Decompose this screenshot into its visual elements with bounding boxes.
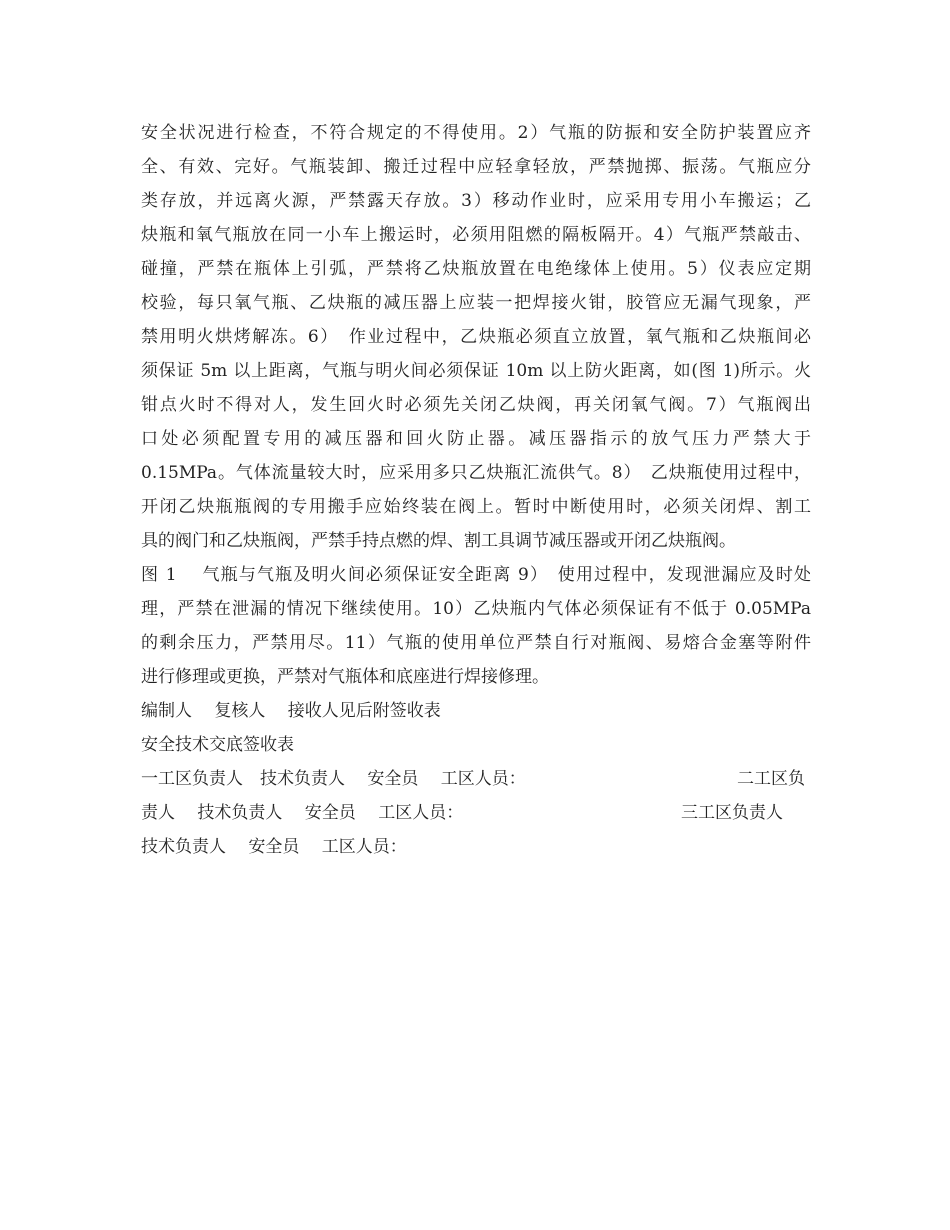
signoff-row [141, 830, 811, 864]
signoff-table-title: 安全技术交底签收表 [141, 735, 294, 755]
paragraph-line: 炔瓶和氧气瓶放在同一小车上搬运时，必须用阻燃的隔板隔开。4）气瓶严禁敲击、 [141, 225, 811, 245]
paragraph-line: 禁用明火烘烤解冻。6） 作业过程中，乙炔瓶必须直立放置，氧气瓶和乙炔瓶间必 [141, 327, 811, 347]
paragraph-line: 须保证 5m 以上距离，气瓶与明火间必须保证 10m 以上防火距离，如(图 1)所示。火 [141, 361, 811, 381]
signoff-row-right: 三工区负责人 [681, 803, 783, 823]
paragraph-line: 安全状况进行检查，不符合规定的不得使用。2）气瓶的防振和安全防护装置应齐 [141, 123, 811, 143]
paragraph-line: 类存放，并远离火源，严禁露天存放。3）移动作业时，应采用专用小车搬运；乙 [141, 191, 811, 211]
signoff-row-left: 技术负责人 安全员 工区人员： [141, 837, 407, 857]
signoff-row-right: 二工区负 [737, 769, 805, 789]
signoff-row [141, 762, 811, 796]
document-body [141, 116, 811, 864]
paragraph-line: 的剩余压力，严禁用尽。11）气瓶的使用单位严禁自行对瓶阀、易熔合金塞等附件 [141, 633, 811, 653]
paragraph-line: 校验，每只氧气瓶、乙炔瓶的减压器上应装一把焊接火钳，胶管应无漏气现象，严 [141, 293, 811, 313]
sign-line: 编制人 复核人 接收人见后附签收表 [141, 701, 441, 721]
paragraph-line: 钳点火时不得对人，发生回火时必须先关闭乙炔阀，再关闭氧气阀。7）气瓶阀出 [141, 395, 811, 415]
paragraph-line: 开闭乙炔瓶瓶阀的专用搬手应始终装在阀上。暂时中断使用时，必须关闭焊、割工 [141, 497, 811, 517]
signoff-row-left: 一工区负责人 技术负责人 安全员 工区人员： [141, 769, 526, 789]
signoff-row [141, 796, 811, 830]
paragraph-line: 全、有效、完好。气瓶装卸、搬迁过程中应轻拿轻放，严禁抛掷、振荡。气瓶应分 [141, 157, 811, 177]
paragraph-line: 碰撞，严禁在瓶体上引弧，严禁将乙炔瓶放置在电绝缘体上使用。5）仪表应定期 [141, 259, 811, 279]
paragraph-line: 0.15MPa。气体流量较大时，应采用多只乙炔瓶汇流供气。8） 乙炔瓶使用过程中， [141, 463, 811, 483]
paragraph-line: 理，严禁在泄漏的情况下继续使用。10）乙炔瓶内气体必须保证有不低于 0.05MPa [141, 599, 811, 619]
paragraph-line: 具的阀门和乙炔瓶阀，严禁手持点燃的焊、割工具调节减压器或开闭乙炔瓶阀。 [141, 531, 736, 551]
signoff-row-left: 责人 技术负责人 安全员 工区人员： [141, 803, 464, 823]
paragraph-line: 图 1 气瓶与气瓶及明火间必须保证安全距离 9） 使用过程中，发现泄漏应及时处 [141, 565, 811, 585]
paragraph-line: 口处必须配置专用的减压器和回火防止器。减压器指示的放气压力严禁大于 [141, 429, 811, 449]
paragraph-line: 进行修理或更换，严禁对气瓶体和底座进行焊接修理。 [141, 667, 549, 687]
